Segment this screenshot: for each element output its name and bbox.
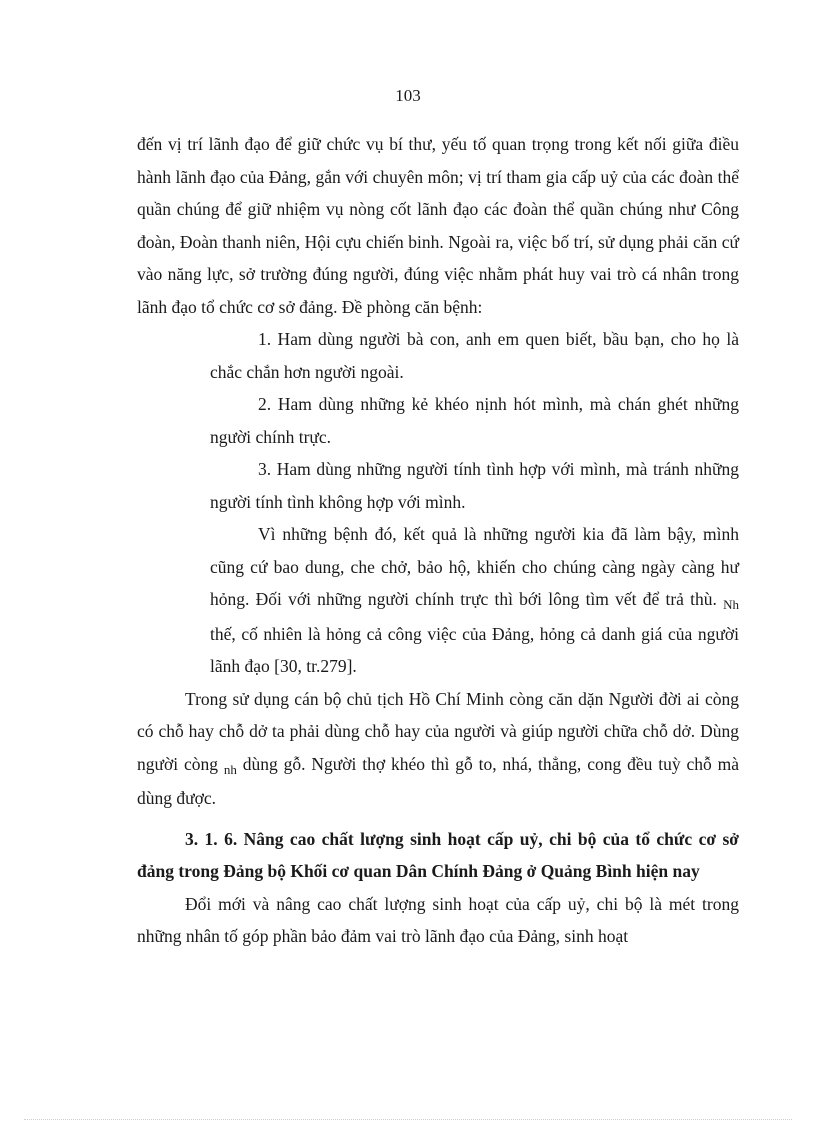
- quote-item-2: 2. Ham dùng những kẻ khéo nịnh hót mình, mà chán ghét những người chính trực.: [210, 394, 739, 447]
- quote-conclusion-part-2: thế, cố nhiên là hỏng cả công việc của Đảng, hỏng cả danh giá của người lãnh đạo [30, tr.279].: [210, 623, 739, 676]
- quote-item-3: 3. Ham dùng những người tính tình hợp với mình, mà tránh những người tính tình không hợp với mình.: [210, 459, 739, 512]
- quote-item-1: 1. Ham dùng người bà con, anh em quen biết, bầu bạn, cho họ là chắc chắn hơn người ngoài.: [210, 329, 739, 382]
- section-paragraph: Đổi mới và nâng cao chất lượng sinh hoạt của cấp uỷ, chi bộ là mét trong những nhân tố góp phần bảo đảm vai trò lãnh đạo của Đảng, sinh hoạt: [137, 893, 739, 946]
- section-heading: 3. 1. 6. Nâng cao chất lượng sinh hoạt cấp uỷ, chi bộ của tổ chức cơ sở đảng trong Đảng bộ Khối cơ quan Dân Chính Đảng ở Quảng Bình hiện nay: [137, 828, 739, 881]
- quote-conclusion-fragment: Nh: [723, 597, 740, 612]
- page-bottom-rule: [24, 1119, 792, 1120]
- body-paragraph-2: [137, 683, 739, 815]
- page-number: 103: [395, 86, 421, 105]
- quote-conclusion-part-1: Vì những bệnh đó, kết quả là những người kia đã làm bậy, mình cũng cứ bao dung, che chở, bảo hộ, khiến cho chúng càng ngày càng hư hỏng. Đối với những người chính trực thì bới lông tìm vết để trả thù.: [210, 524, 739, 609]
- quote-conclusion: [210, 518, 739, 683]
- paragraph-2-part-1: Trong sử dụng cán bộ chủ tịch Hồ Chí Minh còng căn dặn Người đời ai còng có chỗ hay chỗ dở ta phải dùng chỗ hay của người và giúp người chữa chỗ dở. Dùng người còng: [137, 688, 739, 774]
- paragraph-2-fragment: nh: [223, 761, 237, 777]
- quotation-block: [210, 323, 739, 683]
- paragraph-2-part-2: dùng gỗ. Người thợ khéo thì gỗ to, nhá, thẳng, cong đều tuỳ chỗ mà dùng được.: [137, 753, 740, 808]
- body-paragraph: đến vị trí lãnh đạo để giữ chức vụ bí thư, yếu tố quan trọng trong kết nối giữa điều hành lãnh đạo của Đảng, gắn với chuyên môn; vị trí tham gia cấp uỷ của các đoàn thể quần chúng để giữ nhiệm vụ nòng cốt lãnh đạo các đoàn thể quần chúng như Công đoàn, Đoàn thanh niên, Hội cựu chiến binh. Ngoài ra, việc bố trí, sử dụng phải căn cứ vào năng lực, sở trường đúng người, đúng việc nhằm phát huy vai trò cá nhân trong lãnh đạo tổ chức cơ sở đảng. Đề phòng căn bệnh:: [137, 134, 739, 317]
- document-body: [137, 128, 739, 953]
